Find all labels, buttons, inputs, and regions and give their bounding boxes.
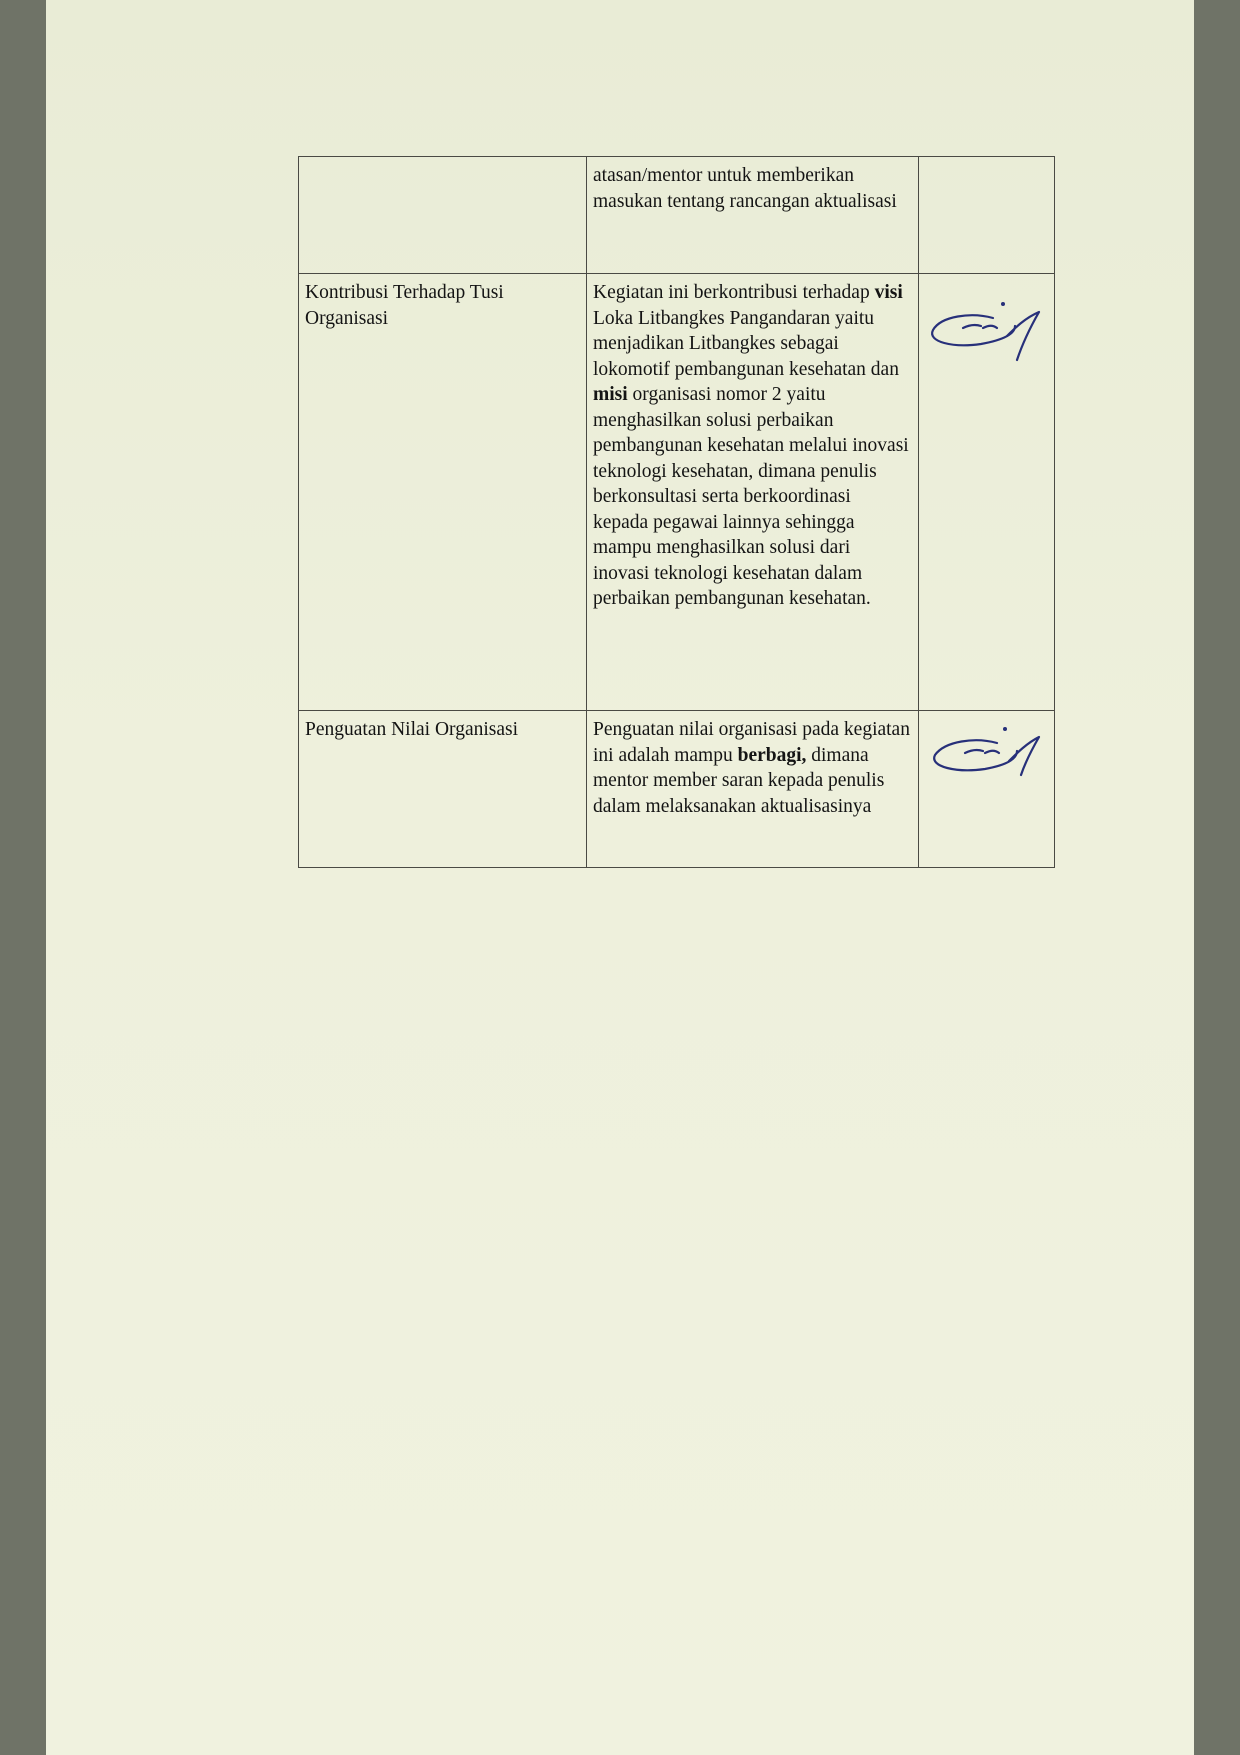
description-emphasis: berbagi, <box>737 744 807 766</box>
handwritten-signature <box>923 298 1047 364</box>
description-text: atasan/mentor untuk memberikan masukan tentang rancangan aktualisasi <box>593 165 897 212</box>
signature-cell <box>919 157 1055 274</box>
description-emphasis: misi <box>593 384 628 405</box>
description-text: Loka Litbangkes Pangandaran yaitu menjadikan Litbangkes sebagai lokomotif pembangunan kesehatan dan <box>593 307 899 380</box>
description-cell <box>587 157 919 274</box>
signature-cell <box>919 711 1055 868</box>
document-page <box>46 0 1194 1755</box>
description-text: dimana mentor member saran kepada penulis dalam melaksanakan aktualisasinya <box>593 744 885 817</box>
table-row <box>299 711 1055 868</box>
handwritten-signature <box>923 721 1047 787</box>
signature-cell <box>919 274 1055 711</box>
table-row <box>299 274 1055 711</box>
aspect-cell <box>299 157 587 274</box>
aspect-cell: Kontribusi Terhadap Tusi Organisasi <box>299 274 587 711</box>
description-cell <box>587 711 919 868</box>
description-emphasis: visi <box>874 282 903 303</box>
description-cell <box>587 274 919 711</box>
description-text: Kegiatan ini berkontribusi terhadap <box>593 282 875 303</box>
aspect-cell: Penguatan Nilai Organisasi <box>299 711 587 868</box>
actualization-table <box>298 156 1055 868</box>
table-row <box>299 157 1055 274</box>
description-text: Penguatan nilai organisasi pada kegiatan ini adalah mampu <box>593 719 910 766</box>
description-text: organisasi nomor 2 yaitu menghasilkan solusi perbaikan pembangunan kesehatan melalui inovasi teknologi kesehatan, dimana penulis berkonsultasi serta berkoordinasi kepada pegawai lainnya sehingga mampu menghasilkan solusi dari inovasi teknologi kesehatan dalam perbaikan pembangunan kesehatan. <box>593 384 909 609</box>
